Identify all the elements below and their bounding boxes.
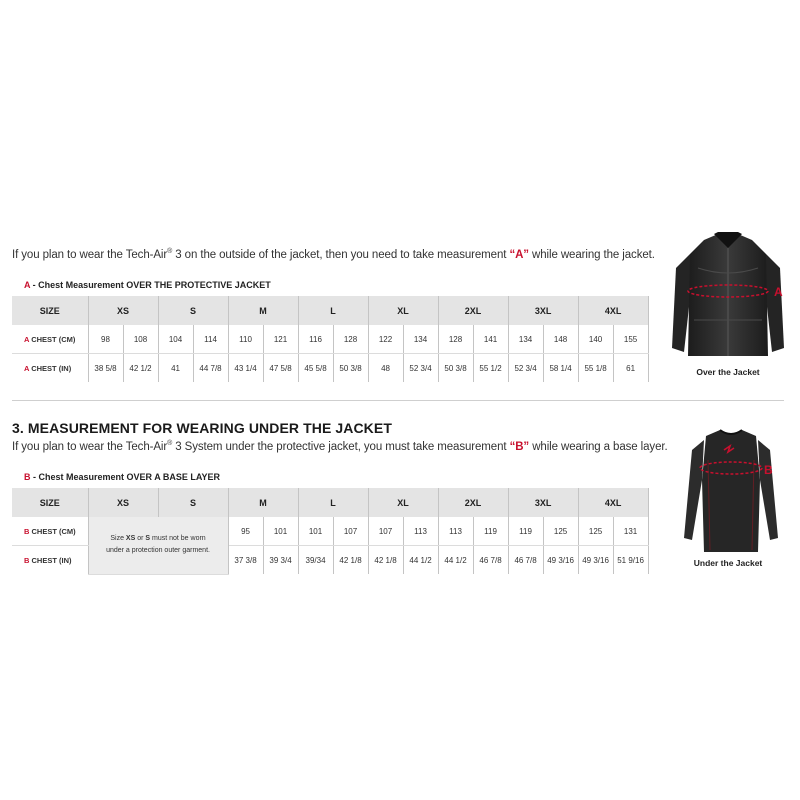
size-table-b: [12, 488, 649, 575]
value-cell: 58 1/4: [543, 354, 578, 383]
value-cell: 125: [578, 517, 613, 546]
row-label: B CHEST (IN): [12, 546, 88, 575]
size-3xl: 3XL: [508, 296, 578, 325]
value-cell: 42 1/2: [123, 354, 158, 383]
value-cell: 55 1/2: [473, 354, 508, 383]
value-cell: 42 1/8: [368, 546, 403, 575]
value-cell: 141: [473, 325, 508, 354]
value-cell: 140: [578, 325, 613, 354]
value-cell: 148: [543, 325, 578, 354]
measure-letter-a: A: [774, 285, 783, 299]
value-cell: 50 3/8: [438, 354, 473, 383]
size-table-a: [12, 296, 649, 382]
value-cell: 128: [333, 325, 368, 354]
value-cell: 101: [263, 517, 298, 546]
value-cell: 51 9/16: [613, 546, 648, 575]
value-cell: 46 7/8: [508, 546, 543, 575]
size-m: M: [228, 488, 298, 517]
value-cell: 113: [438, 517, 473, 546]
caption-over-jacket: Over the Jacket: [696, 367, 760, 377]
section-divider: [12, 400, 784, 401]
value-cell: 155: [613, 325, 648, 354]
value-cell: 107: [368, 517, 403, 546]
value-cell: 128: [438, 325, 473, 354]
value-cell: 39/34: [298, 546, 333, 575]
value-cell: 98: [88, 325, 123, 354]
value-cell: 42 1/8: [333, 546, 368, 575]
size-2xl: 2XL: [438, 488, 508, 517]
size-header-cell: SIZE: [12, 296, 88, 325]
measure-letter-b: B: [764, 463, 773, 477]
value-cell: 107: [333, 517, 368, 546]
table-header-row: [12, 296, 648, 325]
table-row: [12, 325, 648, 354]
value-cell: 134: [508, 325, 543, 354]
value-cell: 49 3/16: [578, 546, 613, 575]
row-label: A CHEST (CM): [12, 325, 88, 354]
value-cell: 44 7/8: [193, 354, 228, 383]
base-layer-image: [672, 420, 790, 555]
row-label: A CHEST (IN): [12, 354, 88, 383]
size-m: M: [228, 296, 298, 325]
value-cell: 121: [263, 325, 298, 354]
value-cell: 114: [193, 325, 228, 354]
size-2xl: 2XL: [438, 296, 508, 325]
value-cell: 108: [123, 325, 158, 354]
size-l: L: [298, 296, 368, 325]
value-cell: 95: [228, 517, 263, 546]
caption-under-jacket: Under the Jacket: [693, 558, 763, 568]
section-title-b: 3. MEASUREMENT FOR WEARING UNDER THE JACKET: [12, 420, 392, 436]
size-s: S: [158, 296, 228, 325]
value-cell: 46 7/8: [473, 546, 508, 575]
value-cell: 122: [368, 325, 403, 354]
value-cell: 134: [403, 325, 438, 354]
value-cell: 49 3/16: [543, 546, 578, 575]
value-cell: 44 1/2: [403, 546, 438, 575]
subhead-a: A - Chest Measurement OVER THE PROTECTIVE JACKET: [24, 280, 271, 290]
size-3xl: 3XL: [508, 488, 578, 517]
value-cell: 37 3/8: [228, 546, 263, 575]
value-cell: 41: [158, 354, 193, 383]
size-4xl: 4XL: [578, 488, 648, 517]
value-cell: 52 3/4: [508, 354, 543, 383]
value-cell: 45 5/8: [298, 354, 333, 383]
value-cell: 116: [298, 325, 333, 354]
size-l: L: [298, 488, 368, 517]
size-4xl: 4XL: [578, 296, 648, 325]
value-cell: 55 1/8: [578, 354, 613, 383]
value-cell: 104: [158, 325, 193, 354]
subhead-b: B - Chest Measurement OVER A BASE LAYER: [24, 472, 221, 482]
size-s: S: [158, 488, 228, 517]
value-cell: 47 5/8: [263, 354, 298, 383]
value-cell: 110: [228, 325, 263, 354]
value-cell: 50 3/8: [333, 354, 368, 383]
size-xs: XS: [88, 488, 158, 517]
value-cell: 101: [298, 517, 333, 546]
size-header-cell: SIZE: [12, 488, 88, 517]
jacket-image: [664, 228, 792, 363]
size-restriction-note: Size XS or S must not be worn under a protection outer garment.: [88, 517, 228, 574]
size-xl: XL: [368, 488, 438, 517]
intro-text-b: If you plan to wear the Tech-Air® 3 System under the protective jacket, you must take measurement “B” while wearing a base layer.: [12, 440, 668, 453]
size-xs: XS: [88, 296, 158, 325]
value-cell: 61: [613, 354, 648, 383]
value-cell: 125: [543, 517, 578, 546]
table-row: [12, 517, 648, 546]
size-xl: XL: [368, 296, 438, 325]
value-cell: 38 5/8: [88, 354, 123, 383]
value-cell: 119: [473, 517, 508, 546]
value-cell: 113: [403, 517, 438, 546]
table-header-row: [12, 488, 648, 517]
row-label: B CHEST (CM): [12, 517, 88, 546]
value-cell: 44 1/2: [438, 546, 473, 575]
value-cell: 119: [508, 517, 543, 546]
value-cell: 52 3/4: [403, 354, 438, 383]
value-cell: 39 3/4: [263, 546, 298, 575]
value-cell: 43 1/4: [228, 354, 263, 383]
value-cell: 48: [368, 354, 403, 383]
table-row: [12, 354, 648, 383]
intro-text-a: If you plan to wear the Tech-Air® 3 on the outside of the jacket, then you need to take measurement “A” while wearing the jacket.: [12, 248, 655, 261]
value-cell: 131: [613, 517, 648, 546]
